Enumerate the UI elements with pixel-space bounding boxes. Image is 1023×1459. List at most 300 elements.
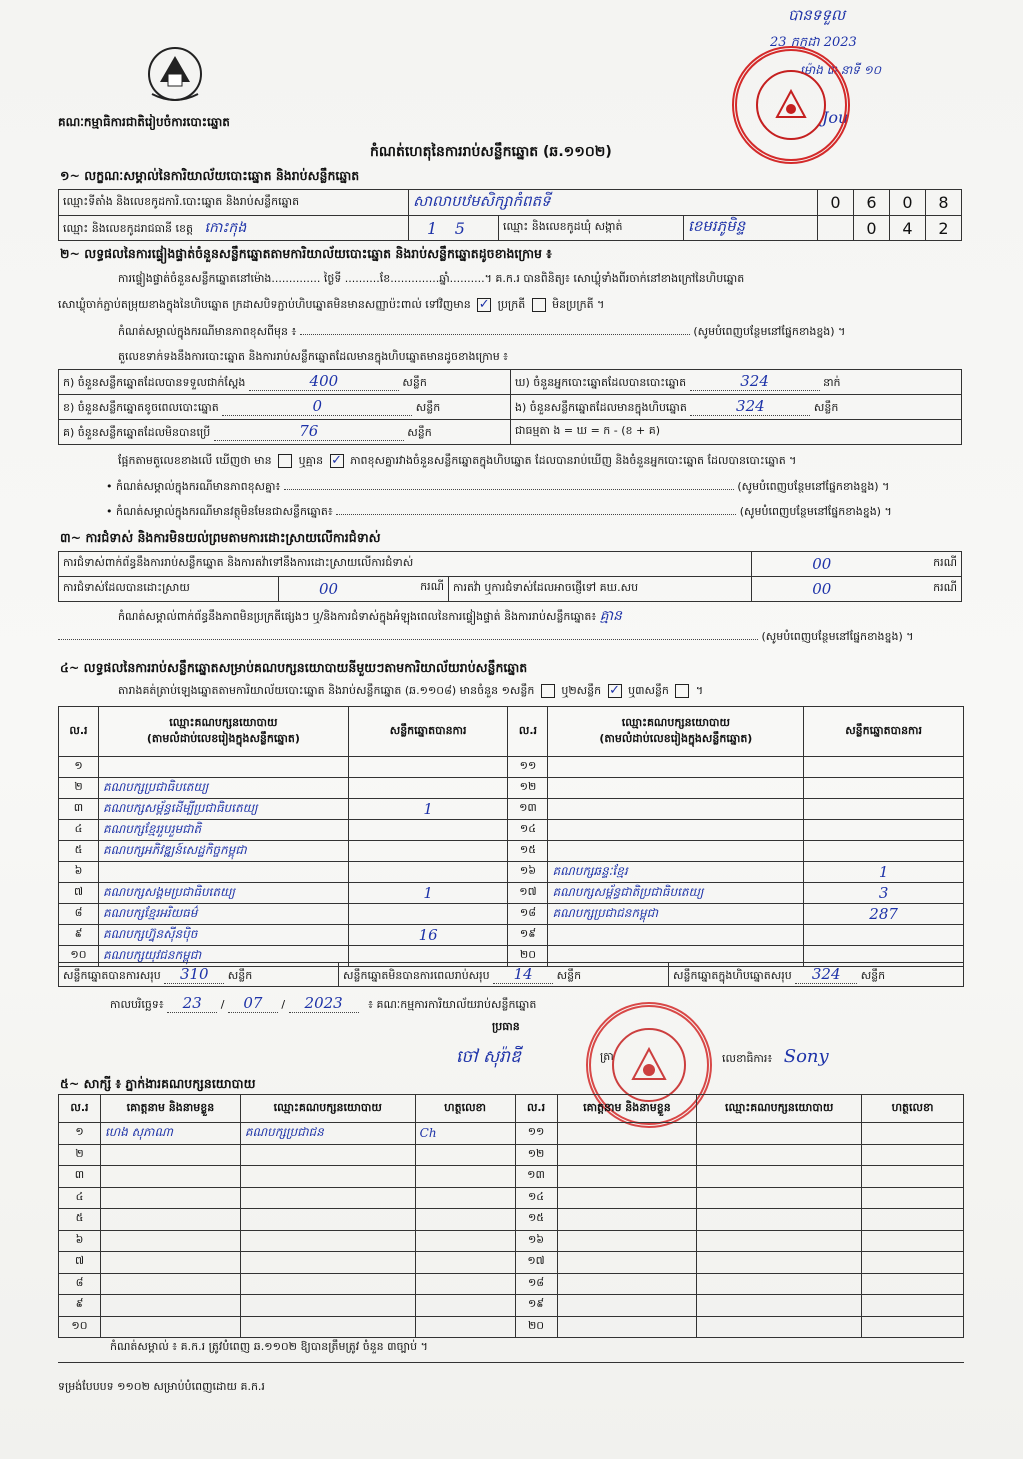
tally-sheets-label: តារាងគត់ត្រាប់ឡេងឆ្នោតតាមការិយាល័យបោះឆ្នោត និងរាប់សន្លឹកឆ្នោត (ឆ.១១០៨) មានចំនួន ១សន្លឹក xyxy=(118,684,535,697)
witness-name xyxy=(557,1295,697,1317)
chair-label: ប្រធាន xyxy=(492,1020,520,1033)
total-invalid-cell xyxy=(339,963,669,987)
bullet-diff-note xyxy=(106,480,962,496)
witness-party xyxy=(240,1316,415,1338)
figures-table xyxy=(58,369,962,445)
opt-normal-label: ប្រក្រតី xyxy=(497,298,526,311)
witness-party xyxy=(697,1209,862,1231)
date-year: 2023 xyxy=(289,994,359,1013)
table-row xyxy=(59,1123,964,1145)
date-label: កាលបរិច្ឆេទ៖ xyxy=(110,998,164,1011)
fig-c-cell xyxy=(59,420,511,445)
witness-party xyxy=(697,1252,862,1274)
row-no: ៤ xyxy=(59,819,99,840)
party-votes xyxy=(348,819,508,840)
witness-party xyxy=(697,1123,862,1145)
location-table xyxy=(58,189,962,241)
witness-name xyxy=(100,1209,240,1231)
total-valid-unit: សន្លឹក xyxy=(227,968,253,982)
witness-party: គណបក្សប្រជាជន xyxy=(240,1123,415,1145)
party-votes: 1 xyxy=(348,882,508,903)
party-name xyxy=(548,819,804,840)
commune-label: ឈ្មោះ និងលេខកូដឃុំ សង្កាត់ xyxy=(499,216,684,241)
complaint-r2-value: 00 xyxy=(319,580,339,598)
fig-b-unit: សន្លឹក xyxy=(415,401,441,414)
row-no: ៧ xyxy=(59,1252,101,1274)
col-party-title: ឈ្មោះគណបក្សនយោបាយ xyxy=(621,715,730,729)
row-no: ១៥ xyxy=(515,1209,557,1231)
province-value: កោះកុង xyxy=(204,219,247,236)
diff-none: ឬគ្មាន xyxy=(298,454,324,467)
party-votes xyxy=(348,840,508,861)
total-valid-cell xyxy=(59,963,339,987)
party-votes xyxy=(804,777,964,798)
province-code-cell xyxy=(409,216,499,241)
row-no: ១០ xyxy=(59,1316,101,1338)
location-label: ឈ្មោះទីតាំង និងលេខកូដការិ.បោះឆ្នោត និងរាប់សន្លឹកឆ្នោត xyxy=(59,190,409,216)
party-votes xyxy=(348,861,508,882)
form-code: ទម្រង់បែបបទ ១១០២ សម្រាប់បំពេញដោយ គ.ក.រ xyxy=(58,1380,265,1393)
party-votes: 287 xyxy=(804,903,964,924)
diff-note-end: (សូមបំពេញបន្ថែមនៅផ្នែកខាងខ្នង) ។ xyxy=(693,325,846,338)
irregularity-dots-line xyxy=(58,630,962,646)
fig-e-cell xyxy=(511,395,962,420)
witness-name xyxy=(557,1252,697,1274)
witness-name xyxy=(557,1123,697,1145)
row-no: ១៧ xyxy=(508,882,548,903)
witness-signature xyxy=(415,1252,515,1274)
witness-signature xyxy=(415,1295,515,1317)
complaints-table xyxy=(58,551,962,602)
results-table xyxy=(58,706,964,967)
witness-name xyxy=(557,1166,697,1188)
witness-party xyxy=(240,1273,415,1295)
party-name xyxy=(548,924,804,945)
row-no: ១ xyxy=(59,757,99,778)
party-name: គណបក្សសម្ព័ន្ធជាតិប្រជាធិបតេយ្យ xyxy=(548,882,804,903)
checkbox-normal[interactable]: ✓ xyxy=(478,297,490,312)
fig-e-label: ង) ចំនួនសន្លឹកឆ្នោតដែលមានក្នុងហិបឆ្នោត xyxy=(515,401,687,414)
fig-b-cell xyxy=(59,395,511,420)
col-no: ល.រ xyxy=(515,1095,557,1123)
total-box-cell xyxy=(669,963,964,987)
row-no: ៥ xyxy=(59,1209,101,1231)
witness-signature xyxy=(415,1316,515,1338)
witness-party xyxy=(697,1166,862,1188)
table-row xyxy=(59,1316,964,1338)
verify-text-2: សោឃ្លុំចាក់ភ្ជាប់តម្រុយខាងក្នុងនៃហិបឆ្នោត ក្រដាសបិទភ្ជាប់ហិបឆ្នោតមិនមានសញ្ញាប៉ះពាល់ ទៅវិញមាន ✓ ប្រក្រតី មិនប្រក្រតី ។ xyxy=(58,297,605,312)
row-no: ១១ xyxy=(508,757,548,778)
org-name: គណៈកម្មាធិការជាតិរៀបចំការបោះឆ្នោត xyxy=(58,115,230,129)
code-digit: 4 xyxy=(890,216,926,241)
bullet-object-dots xyxy=(336,514,736,515)
secretary-label: លេខាធិការ៖ xyxy=(722,1052,773,1065)
witness-signature xyxy=(862,1316,964,1338)
witness-table xyxy=(58,1094,964,1338)
witness-party xyxy=(240,1144,415,1166)
code-digit: 2 xyxy=(926,216,962,241)
irregularity-hw: គ្មាន xyxy=(599,608,622,624)
code-digit: 0 xyxy=(818,190,854,216)
witness-party xyxy=(240,1252,415,1274)
table-row xyxy=(59,861,964,882)
row-no: ២០ xyxy=(508,945,548,966)
row-no: ៥ xyxy=(59,840,99,861)
party-name: គណបក្សហ្វ៊ុនស៊ីនប៉ិច xyxy=(98,924,348,945)
checkbox-no-diff[interactable]: ✓ xyxy=(331,453,343,468)
party-name xyxy=(548,840,804,861)
complaint-r3-unit: ករណី xyxy=(892,577,962,602)
table-row xyxy=(59,924,964,945)
checkbox-1-sheet[interactable] xyxy=(541,684,555,698)
bullet-diff-end: (សូមបំពេញបន្ថែមនៅផ្នែកខាងខ្នង) ។ xyxy=(737,480,890,493)
row-no: ៩ xyxy=(59,924,99,945)
row-no: ១៨ xyxy=(515,1273,557,1295)
row-no: ១៨ xyxy=(508,903,548,924)
party-votes xyxy=(804,757,964,778)
verify-text-1: ការផ្ទៀងផ្ទាត់ចំនួនសន្លឹកឆ្នោតនៅម៉ោង.............. ថ្ងៃទី ..........ខែ..............ឆ្នាំ..........។ គ.ក.រ បានពិនិត្យ៖ សោឃ្លុំទាំងពីរចាក់នៅខាងក្រៅនៃហិបឆ្នោត xyxy=(118,272,745,285)
chair-signature: ចៅ សុរ៉ាឌី xyxy=(456,1047,521,1067)
complaint-r1-unit: ករណី xyxy=(892,552,962,577)
fig-d-unit: នាក់ xyxy=(823,376,841,389)
row-no: ១៧ xyxy=(515,1252,557,1274)
party-name: គណបក្សអភិវឌ្ឍន៍សេដ្ឋកិច្ចកម្ពុជា xyxy=(98,840,348,861)
table-row xyxy=(59,882,964,903)
commune-value: ខេមរភូមិន្ទ xyxy=(684,216,818,241)
fig-d-value: 324 xyxy=(690,372,820,391)
code-spacer xyxy=(818,216,854,241)
diff-note-dots xyxy=(300,334,690,335)
section5-title: ៥~ សាក្សី ៖ ភ្នាក់ងារគណបក្សនយោបាយ xyxy=(60,1076,256,1091)
total-invalid-label: សន្លឹកឆ្នោតមិនបានការពេលរាប់សរុប xyxy=(343,968,490,982)
witness-signature xyxy=(415,1187,515,1209)
fig-c-unit: សន្លឹក xyxy=(407,426,432,439)
diff-desc: ភាពខុសគ្នារវាងចំនួនសន្លឹកឆ្នោតក្នុងហិបឆ្នោត ដែលបានរាប់ឃើញ និងចំនួនអ្នកបោះឆ្នោត ដែលបានបោះឆ្នោត ។ xyxy=(350,454,797,467)
party-votes: 3 xyxy=(804,882,964,903)
fig-b-label: ខ) ចំនួនសន្លឹកឆ្នោតខូចពេលបោះឆ្នោត xyxy=(63,401,219,414)
diff-note-line xyxy=(118,325,962,341)
code-digit: 6 xyxy=(854,190,890,216)
party-votes: 1 xyxy=(348,798,508,819)
witness-name xyxy=(557,1230,697,1252)
witness-party xyxy=(697,1230,862,1252)
received-signature: Jou xyxy=(822,108,849,127)
checkbox-2-sheets[interactable]: ✓ xyxy=(609,683,621,698)
total-box-value: 324 xyxy=(795,965,857,984)
table-row xyxy=(59,1273,964,1295)
witness-name xyxy=(557,1209,697,1231)
fig-c-value: 76 xyxy=(214,422,404,441)
party-votes xyxy=(804,840,964,861)
row-no: ១៣ xyxy=(508,798,548,819)
section4-title: ៤~ លទ្ធផលនៃការរាប់សន្លឹកឆ្នោតសម្រាប់គណបក្សនយោបាយនីមួយៗតាមការិយាល័យរាប់សន្លឹកឆ្នោត xyxy=(60,660,528,675)
bullet-object-end: (សូមបំពេញបន្ថែមនៅផ្នែកខាងខ្នង) ។ xyxy=(739,505,892,518)
party-votes: 16 xyxy=(348,924,508,945)
witness-signature: Ch xyxy=(415,1123,515,1145)
footer-divider xyxy=(58,1362,964,1363)
complaint-r3-label: ការតវ៉ា ឬការជំទាស់ដែលអាចផ្ញើទៅ គឃ.សប xyxy=(449,577,752,602)
received-time: ម៉ោង ៣ នាទី ១០ xyxy=(800,63,882,77)
irregularity-label: កំណត់សម្គាល់ពាក់ព័ន្ធនឹងភាពមិនប្រក្រតីផ្សេងៗ ឬ/និងការជំទាស់ក្នុងអំឡុងពេលនៃការផ្ទៀងផ្ទាត់ និងការរាប់សន្លឹកឆ្នោត៖ xyxy=(118,610,597,623)
table-row xyxy=(59,903,964,924)
bullet-object-label: • កំណត់សម្គាល់ក្នុងករណីមានវត្ថុមិនមែនជាសន្លឹកឆ្នោត៖ xyxy=(106,505,333,518)
received-date: 23 កក្កដា 2023 xyxy=(770,35,857,50)
irregularity-note xyxy=(118,606,622,627)
row-no: ១០ xyxy=(59,945,99,966)
col-party-sub: (តាមលំដាប់លេខរៀងក្នុងសន្លឹកឆ្នោត) xyxy=(599,731,753,745)
witness-name xyxy=(100,1273,240,1295)
witness-name xyxy=(100,1230,240,1252)
col-party xyxy=(98,707,348,757)
witness-signature xyxy=(862,1295,964,1317)
row-no: ១៤ xyxy=(515,1187,557,1209)
figures-intro: តួលេខទាក់ទងនឹងការបោះឆ្នោត និងការរាប់សន្លឹកឆ្នោតដែលមានក្នុងហិបឆ្នោតមានដូចខាងក្រោម ៖ xyxy=(118,350,509,363)
formula: ជាធម្មតា ង = ឃ = ក - (ខ + គ) xyxy=(511,420,962,445)
complaint-r2-label: ការជំទាស់ដែលបានដោះស្រាយ xyxy=(59,577,279,602)
witness-name xyxy=(100,1252,240,1274)
date-day: 23 xyxy=(167,994,217,1013)
row-no: ២០ xyxy=(515,1316,557,1338)
row-no: ២ xyxy=(59,1144,101,1166)
row-no: ១៥ xyxy=(508,840,548,861)
table-row xyxy=(59,1166,964,1188)
witness-party xyxy=(240,1209,415,1231)
total-box-unit: សន្លឹក xyxy=(860,968,886,982)
row-no: ១២ xyxy=(508,777,548,798)
witness-signature xyxy=(415,1166,515,1188)
table-row xyxy=(59,1230,964,1252)
code-digit: 0 xyxy=(854,216,890,241)
party-votes xyxy=(804,819,964,840)
fig-a-cell xyxy=(59,370,511,395)
totals-table xyxy=(58,962,964,987)
witness-signature xyxy=(415,1230,515,1252)
opt-abnormal-label: មិនប្រក្រតី xyxy=(552,298,594,311)
table-row xyxy=(59,1295,964,1317)
party-votes xyxy=(348,757,508,778)
row-no: ១១ xyxy=(515,1123,557,1145)
witness-signature xyxy=(415,1209,515,1231)
row-no: ១៤ xyxy=(508,819,548,840)
received-label: បាន​ទទួល xyxy=(788,6,846,24)
party-name xyxy=(548,757,804,778)
checkbox-3-sheets[interactable] xyxy=(675,684,689,698)
row-no: ៦ xyxy=(59,861,99,882)
row-no: ៩ xyxy=(59,1295,101,1317)
code-digit: 0 xyxy=(890,190,926,216)
form-title: កំណត់ហេតុនៃការរាប់សន្លឹកឆ្នោត (ឆ.១១០២) xyxy=(370,144,612,160)
witness-signature xyxy=(862,1187,964,1209)
section2-title: ២~ លទ្ធផលនៃការផ្ទៀងផ្ទាត់ចំនួនសន្លឹកឆ្នោតតាមការិយាល័យបោះឆ្នោត និងរាប់សន្លឹកឆ្នោតដូចខាងក្រោម ៖ xyxy=(60,246,552,261)
witness-party xyxy=(697,1273,862,1295)
witness-signature xyxy=(415,1144,515,1166)
province-cell xyxy=(59,216,409,241)
table-row xyxy=(59,777,964,798)
checkbox-has-diff[interactable] xyxy=(278,454,292,468)
witness-party xyxy=(240,1187,415,1209)
witness-name xyxy=(557,1273,697,1295)
party-name xyxy=(548,777,804,798)
party-votes xyxy=(348,777,508,798)
witness-signature xyxy=(862,1273,964,1295)
table-row xyxy=(59,1209,964,1231)
col-party-title: ឈ្មោះគណបក្សនយោបាយ xyxy=(169,715,278,729)
col-party xyxy=(548,707,804,757)
verify-text-2-main: សោឃ្លុំចាក់ភ្ជាប់តម្រុយខាងក្នុងនៃហិបឆ្នោត ក្រដាសបិទភ្ជាប់ហិបឆ្នោតមិនមានសញ្ញាប៉ះពាល់ ទៅវិញមាន xyxy=(58,298,471,311)
witness-party xyxy=(697,1144,862,1166)
party-votes xyxy=(804,798,964,819)
checkbox-abnormal[interactable] xyxy=(532,298,546,312)
table-row xyxy=(59,757,964,778)
witness-name xyxy=(100,1295,240,1317)
party-name: គណបក្សប្រជាជនកម្ពុជា xyxy=(548,903,804,924)
witness-signature xyxy=(862,1252,964,1274)
party-name: គណបក្សខ្មែររួបរួមជាតិ xyxy=(98,819,348,840)
party-name xyxy=(98,757,348,778)
row-no: ៦ xyxy=(59,1230,101,1252)
party-votes: 1 xyxy=(804,861,964,882)
col-no: ល.រ xyxy=(508,707,548,757)
bullet-diff-label: • កំណត់សម្គាល់ក្នុងករណីមានភាពខុសគ្នា៖ xyxy=(106,480,281,493)
col-valid: សន្លឹកឆ្នោតបានការ xyxy=(348,707,508,757)
witness-name xyxy=(557,1144,697,1166)
witness-party xyxy=(240,1166,415,1188)
party-name: គណបក្សយុវជនកម្ពុជា xyxy=(98,945,348,966)
witness-party xyxy=(240,1295,415,1317)
section1-title: ១~ លក្ខណៈសម្គាល់នៃការិយាល័យបោះឆ្នោត និងរាប់សន្លឹកឆ្នោត xyxy=(60,168,360,183)
witness-signature xyxy=(862,1230,964,1252)
table-row xyxy=(59,1187,964,1209)
row-no: ១២ xyxy=(515,1144,557,1166)
bullet-object-note xyxy=(106,505,962,521)
diff-line xyxy=(118,454,796,470)
witness-party xyxy=(240,1230,415,1252)
row-no: ៨ xyxy=(59,903,99,924)
col-party: ឈ្មោះគណបក្សនយោបាយ xyxy=(240,1095,415,1123)
diff-has: ផ្អែកតាមតួលេខខាងលើ ឃើញថា មាន xyxy=(118,454,272,467)
row-no: ១៦ xyxy=(515,1230,557,1252)
party-votes xyxy=(804,924,964,945)
witness-party xyxy=(697,1295,862,1317)
witness-name xyxy=(100,1144,240,1166)
row-no: ៤ xyxy=(59,1187,101,1209)
party-name xyxy=(548,798,804,819)
fig-a-label: ក) ចំនួនសន្លឹកឆ្នោតដែលបានទទួលជាក់ស្តែង xyxy=(63,376,246,389)
province-label: ឈ្មោះ និងលេខកូដរាជធានី ខេត្ត xyxy=(63,221,193,235)
tally-sheets-line: តារាងគត់ត្រាប់ឡេងឆ្នោតតាមការិយាល័យបោះឆ្នោត និងរាប់សន្លឹកឆ្នោត (ឆ.១១០៨) មានចំនួន ១សន្លឹក ឬ២សន្លឹក ✓ ឬ៣សន្លឹក ។ xyxy=(118,683,704,698)
party-name xyxy=(98,861,348,882)
province-code-digit: 1 xyxy=(427,218,438,238)
total-invalid-unit: សន្លឹក xyxy=(556,968,582,982)
witness-signature xyxy=(862,1123,964,1145)
complaint-r1-label: ការជំទាស់ពាក់ព័ន្ធនឹងការរាប់សន្លឹកឆ្នោត និងការតវ៉ាទៅនឹងការដោះស្រាយលើការជំទាស់ xyxy=(59,552,752,577)
col-party-sub: (តាមលំដាប់លេខរៀងក្នុងសន្លឹកឆ្នោត) xyxy=(146,731,300,745)
row-no: ៣ xyxy=(59,798,99,819)
row-no: ១៩ xyxy=(515,1295,557,1317)
witness-signature xyxy=(862,1166,964,1188)
irregularity-dots xyxy=(58,639,758,640)
diff-note-label: កំណត់សម្គាល់ក្នុងករណីមានភាពខុសពីមុន ៖ xyxy=(118,325,297,338)
party-name: គណបក្សសង្គមប្រជាធិបតេយ្យ xyxy=(98,882,348,903)
witness-name xyxy=(557,1316,697,1338)
table-row xyxy=(59,840,964,861)
party-name: គណបក្សប្រជាធិបតេយ្យ xyxy=(98,777,348,798)
table-row xyxy=(59,819,964,840)
table-row xyxy=(59,798,964,819)
col-no: ល.រ xyxy=(59,707,99,757)
party-name: គណបក្សខ្មែរអរិយធម៌ xyxy=(98,903,348,924)
complaint-r2-unit: ករណី xyxy=(420,580,444,593)
date-month: 07 xyxy=(228,994,278,1013)
total-box-label: សន្លឹកឆ្នោតក្នុងហិបឆ្នោតសរុប xyxy=(673,968,792,982)
fig-e-value: 324 xyxy=(690,397,810,416)
table-row xyxy=(59,1144,964,1166)
party-name: គណបក្សឆន្ទៈខ្មែរ xyxy=(548,861,804,882)
witness-signature xyxy=(862,1209,964,1231)
row-no: ៨ xyxy=(59,1273,101,1295)
witness-name xyxy=(100,1187,240,1209)
col-valid: សន្លឹកឆ្នោតបានការ xyxy=(804,707,964,757)
complaint-r3-value: 00 xyxy=(752,577,892,602)
irregularity-end: (សូមបំពេញបន្ថែមនៅផ្នែកខាងខ្នង) ។ xyxy=(761,630,914,643)
witness-party xyxy=(697,1187,862,1209)
row-no: ៣ xyxy=(59,1166,101,1188)
complaint-r1-value: 00 xyxy=(752,552,892,577)
col-no: ល.រ xyxy=(59,1095,101,1123)
fig-e-unit: សន្លឹក xyxy=(813,401,839,414)
tally-opt2: ឬ២សន្លឹក xyxy=(561,684,602,697)
seal-label: ត្រា xyxy=(600,1050,614,1063)
table-row xyxy=(59,1252,964,1274)
secretary-line xyxy=(722,1046,829,1068)
total-valid-value: 310 xyxy=(164,965,224,984)
row-no: ៧ xyxy=(59,882,99,903)
bullet-diff-dots xyxy=(284,489,734,490)
committee-label: ៖ គណៈកម្មការការិយាល័យរាប់សន្លឹកឆ្នោត xyxy=(368,998,537,1011)
fig-b-value: 0 xyxy=(222,397,412,416)
col-name: គោត្តនាម និងនាមខ្លួន xyxy=(100,1095,240,1123)
row-no: ១៦ xyxy=(508,861,548,882)
witness-signature xyxy=(862,1144,964,1166)
party-name: គណបក្សសម្ព័ន្ធដើម្បីប្រជាធិបតេយ្យ xyxy=(98,798,348,819)
total-invalid-value: 14 xyxy=(493,965,553,984)
fig-d-label: ឃ) ចំនួនអ្នកបោះឆ្នោតដែលបានបោះឆ្នោត xyxy=(515,376,687,389)
witness-signature xyxy=(415,1273,515,1295)
total-valid-label: សន្លឹកឆ្នោតបានការសរុប xyxy=(63,968,161,982)
row-no: ១៩ xyxy=(508,924,548,945)
secretary-signature: Sony xyxy=(783,1046,829,1067)
code-digit: 8 xyxy=(926,190,962,216)
col-sign: ហត្ថលេខា xyxy=(862,1095,964,1123)
row-no: ២ xyxy=(59,777,99,798)
fig-d-cell xyxy=(511,370,962,395)
party-votes xyxy=(348,903,508,924)
date-line: កាលបរិច្ឆេទ៖ 23 / 07 / 2023 ៖ គណៈកម្មការការិយាល័យរាប់សន្លឹកឆ្នោត xyxy=(110,994,537,1012)
fig-a-value: 400 xyxy=(249,372,399,391)
nec-emblem-icon xyxy=(140,44,210,110)
row-no: ១៣ xyxy=(515,1166,557,1188)
witness-name xyxy=(100,1166,240,1188)
section3-title: ៣~ ការជំទាស់ និងការមិនយល់ព្រមតាមការដោះស្រាយលើការជំទាស់ xyxy=(60,530,381,545)
col-party: ឈ្មោះគណបក្សនយោបាយ xyxy=(697,1095,862,1123)
complaint-r2-cell xyxy=(279,577,449,602)
location-value: សាលាបឋមសិក្សាកំពតទី xyxy=(409,190,818,216)
witness-name xyxy=(557,1187,697,1209)
fig-a-unit: សន្លឹក xyxy=(402,376,427,389)
witness-name: ហេង សុភាណា xyxy=(100,1123,240,1145)
row-no: ១ xyxy=(59,1123,101,1145)
col-sign: ហត្ថលេខា xyxy=(415,1095,515,1123)
